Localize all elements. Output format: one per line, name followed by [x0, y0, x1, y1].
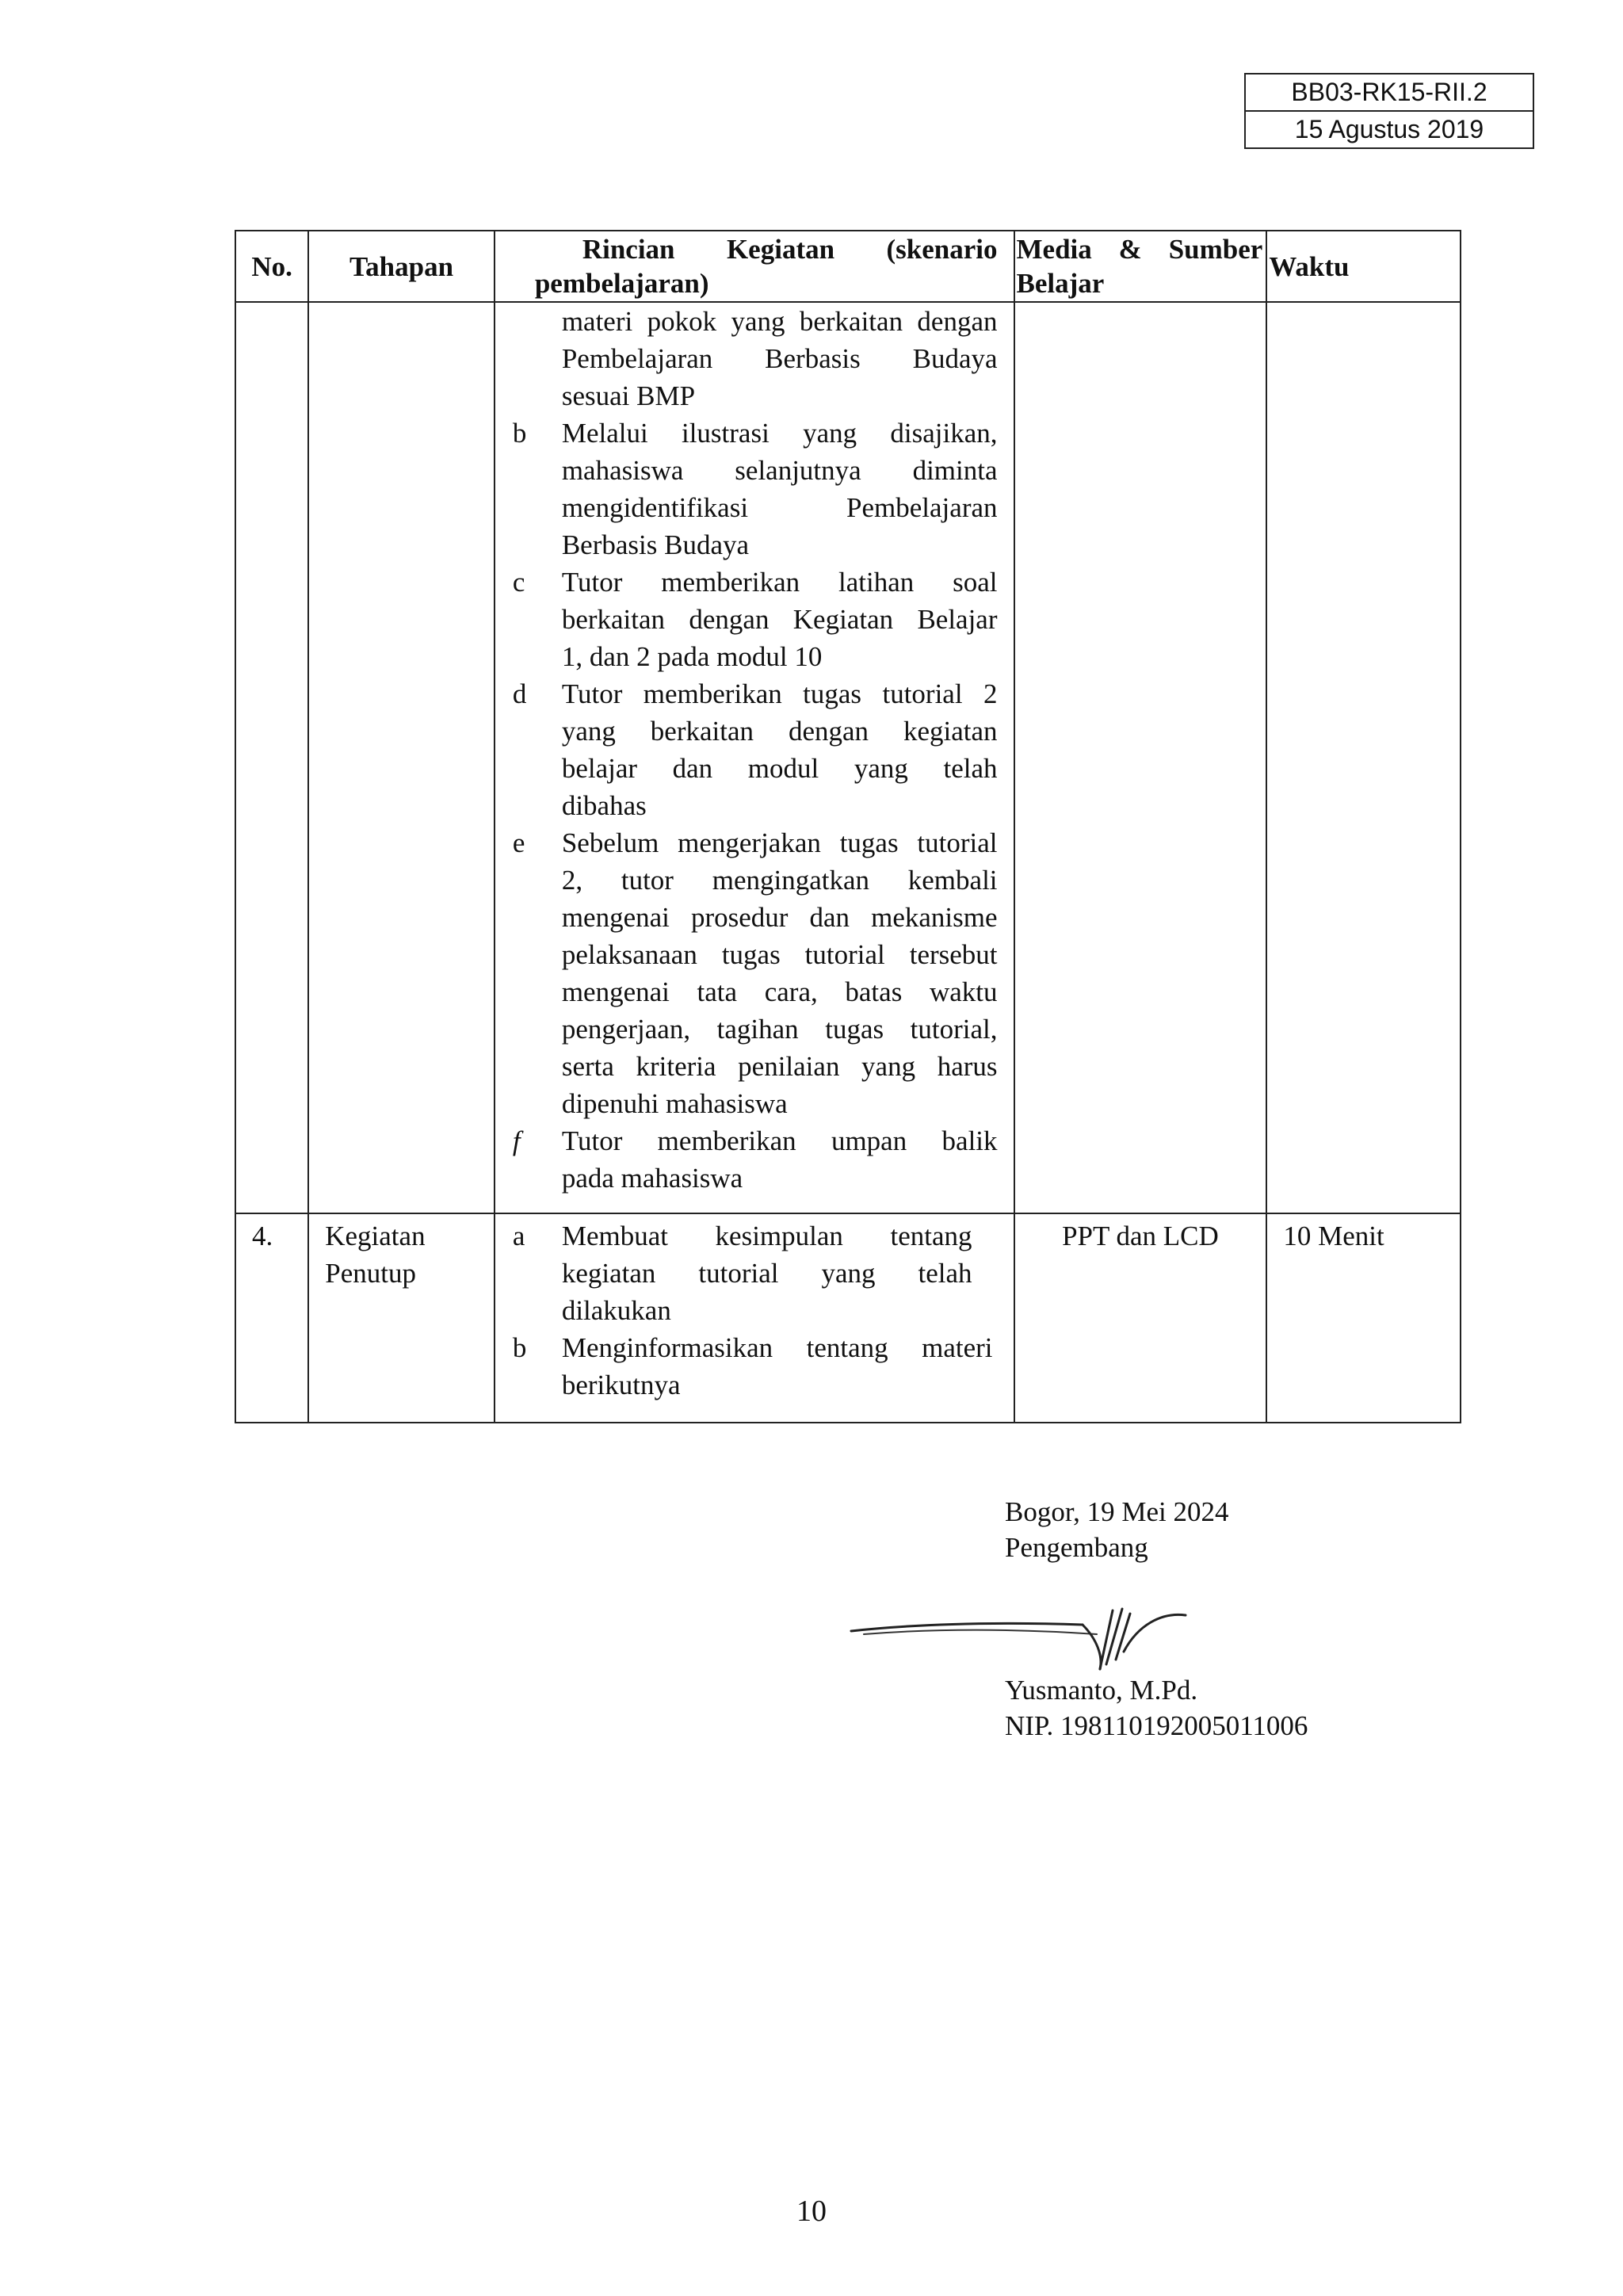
list-item-d	[510, 675, 998, 824]
cell-waktu: 10 Menit	[1283, 1221, 1384, 1251]
text-line: mahasiswa selanjutnya diminta	[561, 455, 998, 486]
list-item-f	[510, 1122, 998, 1197]
cell-tahapan-empty	[308, 302, 495, 1213]
list-item-continuation	[510, 303, 998, 415]
header-rincian-line2: pembelajaran)	[534, 268, 709, 299]
text-line: Tutor memberikan umpan balik	[561, 1125, 998, 1156]
text-line: mengidentifikasi Pembelajaran	[561, 492, 998, 523]
cell-rincian-activities	[495, 302, 1014, 1213]
list-marker: d	[512, 678, 527, 709]
list-item-e	[510, 824, 998, 1122]
signer-name: Yusmanto, M.Pd.	[1005, 1675, 1198, 1706]
list-item-c	[510, 563, 998, 675]
text-line: sesuai BMP	[561, 380, 696, 411]
text-line: materi pokok yang berkaitan dengan	[561, 306, 998, 337]
text-line: pengerjaan, tagihan tugas tutorial,	[561, 1014, 998, 1045]
text-line: mengenai prosedur dan mekanisme	[561, 902, 998, 933]
header-no: No.	[235, 231, 308, 302]
text-line: berkaitan dengan Kegiatan Belajar	[561, 604, 998, 635]
text-line: berikutnya	[561, 1370, 681, 1400]
page-number: 10	[796, 2195, 827, 2228]
list-marker: b	[512, 418, 527, 449]
text-line: dipenuhi mahasiswa	[561, 1088, 788, 1119]
text-line: serta kriteria penilaian yang harus	[561, 1051, 998, 1082]
text-line: Melalui ilustrasi yang disajikan,	[561, 418, 998, 449]
cell-tahapan	[325, 1214, 486, 1292]
text-line: 2, tutor mengingatkan kembali	[561, 865, 998, 896]
cell-no-empty	[235, 302, 308, 1213]
cell-no: 4.	[252, 1221, 273, 1251]
text-line: Pembelajaran Berbasis Budaya	[561, 343, 998, 374]
header-media-line1: Media & Sumber	[1016, 234, 1263, 265]
text-line: kegiatan tutorial yang telah	[561, 1258, 972, 1289]
document-code: BB03-RK15-RII.2	[1291, 78, 1487, 106]
text-line: yang berkaitan dengan kegiatan	[561, 716, 998, 747]
text-line: Tutor memberikan tugas tutorial 2	[561, 678, 998, 709]
list-item-b	[510, 415, 998, 563]
list-item-b	[510, 1329, 998, 1404]
signer-info	[1005, 1672, 1308, 1744]
table-row	[235, 1213, 1461, 1423]
cell-rincian-closing	[495, 1213, 1014, 1423]
cell-media: PPT dan LCD	[1062, 1221, 1219, 1251]
header-rincian	[495, 231, 1014, 302]
text-line: 1, dan 2 pada modul 10	[561, 641, 823, 672]
header-media-line2: Belajar	[1016, 268, 1105, 299]
signer-role: Pengembang	[1005, 1532, 1148, 1563]
text-line: dibahas	[561, 790, 647, 821]
text-line: Tutor memberikan latihan soal	[561, 567, 998, 598]
list-item-a	[510, 1217, 998, 1329]
header-waktu: Waktu	[1266, 231, 1461, 302]
handwritten-signature	[845, 1593, 1193, 1680]
text-line: dilakukan	[561, 1295, 671, 1326]
table-row	[235, 302, 1461, 1213]
list-marker: b	[512, 1332, 527, 1363]
table-header-row	[235, 231, 1461, 302]
tahapan-line1: Kegiatan	[325, 1221, 426, 1251]
document-date: 15 Agustus 2019	[1246, 110, 1533, 147]
signer-nip: NIP. 198110192005011006	[1005, 1710, 1308, 1741]
document-code-box	[1244, 73, 1534, 149]
learning-activity-table	[235, 230, 1461, 1423]
header-tahapan: Tahapan	[308, 231, 495, 302]
text-line: belajar dan modul yang telah	[561, 753, 998, 784]
cell-media-empty	[1014, 302, 1267, 1213]
tahapan-line2: Penutup	[325, 1258, 416, 1289]
header-media	[1014, 231, 1267, 302]
signature-header	[1005, 1494, 1228, 1565]
text-line: Sebelum mengerjakan tugas tutorial	[561, 827, 998, 858]
list-marker: e	[512, 827, 525, 858]
header-rincian-line1: Rincian Kegiatan (skenario	[582, 234, 998, 265]
list-marker: c	[512, 567, 525, 598]
list-marker: a	[512, 1221, 525, 1251]
text-line: pada mahasiswa	[561, 1163, 743, 1194]
text-line: pelaksanaan tugas tutorial tersebut	[561, 939, 998, 970]
cell-waktu-empty	[1266, 302, 1461, 1213]
place-date: Bogor, 19 Mei 2024	[1005, 1496, 1229, 1527]
text-line: Membuat kesimpulan tentang	[561, 1221, 972, 1251]
text-line: mengenai tata cara, batas waktu	[561, 976, 998, 1007]
text-line: Menginformasikan tentang materi	[561, 1332, 993, 1363]
list-marker: f	[512, 1125, 521, 1156]
text-line: Berbasis Budaya	[561, 529, 750, 560]
